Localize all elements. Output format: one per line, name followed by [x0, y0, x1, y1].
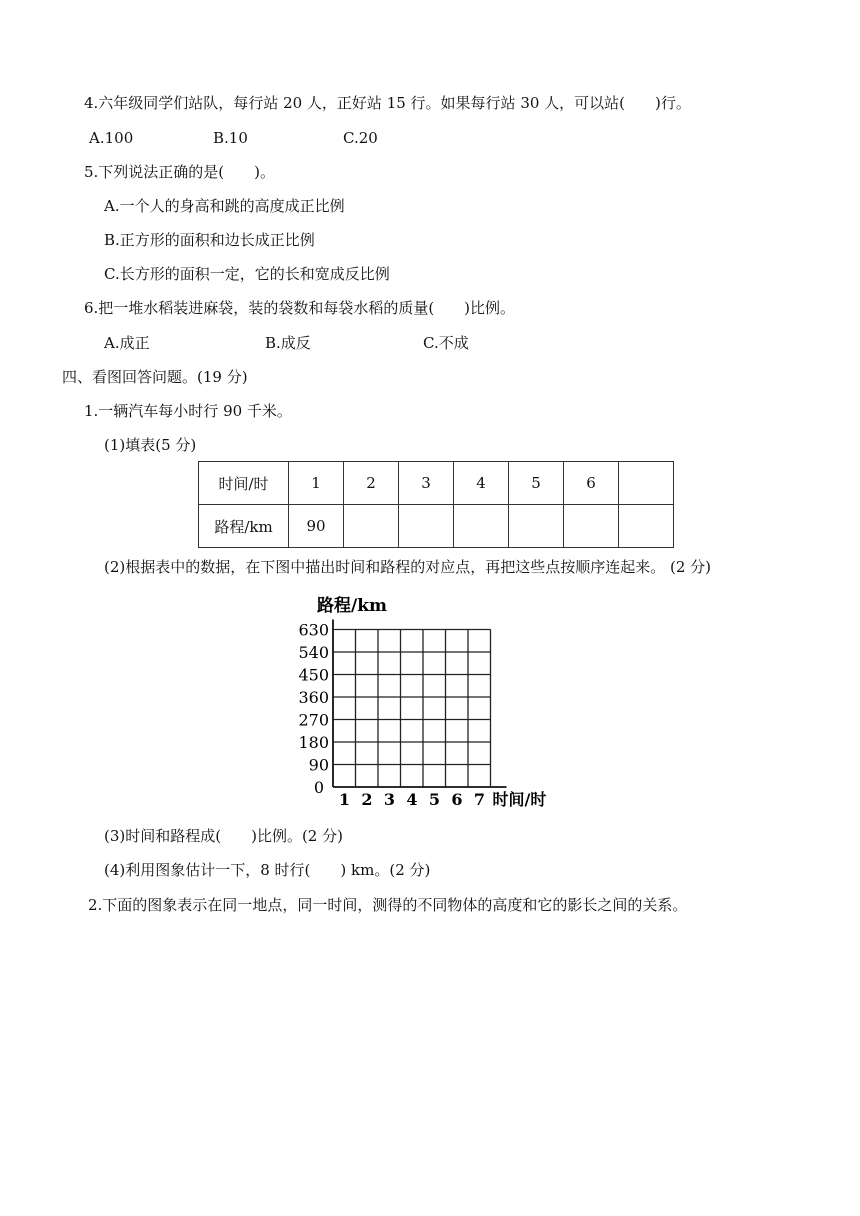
table-row-distance — [199, 505, 674, 548]
table-cell-time-2: 2 — [344, 462, 399, 505]
y-tick-labels — [298, 621, 329, 775]
table-cell-time-3: 3 — [399, 462, 454, 505]
table-cell-distance-6 — [564, 505, 619, 548]
x-tick-label: 1 — [338, 790, 351, 809]
y-tick-label: 630 — [298, 620, 329, 640]
table-row-time — [199, 462, 674, 505]
x-axis-label: 时间/时 — [492, 790, 547, 809]
table-cell-time-5: 5 — [509, 462, 564, 505]
distance-time-grid — [290, 595, 580, 815]
y-axis-label: 路程/km — [317, 596, 387, 616]
chart-grid — [333, 630, 491, 788]
y-tick-label: 270 — [298, 710, 329, 730]
x-tick-label: 6 — [451, 790, 463, 809]
q4-option-a: A.100 — [89, 129, 134, 147]
y-tick-label: 360 — [298, 688, 329, 707]
x-tick-label: 2 — [361, 790, 373, 809]
problem1-sub4: (4)利用图象估计一下，8 时行( ) km。(2 分) — [104, 861, 431, 879]
q4-option-b: B.10 — [213, 129, 248, 147]
y-tick-label: 540 — [298, 643, 329, 662]
table-header-time: 时间/时 — [199, 462, 289, 505]
table-cell-distance-5 — [509, 505, 564, 548]
table-cell-time-6: 6 — [564, 462, 619, 505]
problem1-stem: 1.一辆汽车每小时行 90 千米。 — [84, 402, 292, 420]
chart-axes — [333, 620, 507, 788]
time-distance-table — [198, 461, 674, 548]
x-tick-labels — [339, 790, 485, 809]
q5-stem: 5.下列说法正确的是( )。 — [84, 163, 276, 181]
table-cell-distance-4 — [454, 505, 509, 548]
x-tick-label: 5 — [428, 790, 441, 809]
section-heading: 四、看图回答问题。(19 分) — [62, 368, 248, 386]
x-tick-label: 3 — [383, 790, 396, 809]
q5-option-c: C.长方形的面积一定，它的长和宽成反比例 — [104, 265, 390, 283]
table-cell-time-7 — [619, 462, 674, 505]
table-cell-distance-7 — [619, 505, 674, 548]
q5-option-b: B.正方形的面积和边长成正比例 — [104, 231, 315, 249]
table-cell-time-1: 1 — [289, 462, 344, 505]
table-cell-distance-2 — [344, 505, 399, 548]
x-tick-label: 4 — [406, 790, 418, 809]
problem1-sub1: (1)填表(5 分) — [104, 436, 197, 454]
q4-option-c: C.20 — [343, 129, 378, 147]
q6-option-a: A.成正 — [104, 334, 150, 352]
q6-option-c: C.不成 — [423, 334, 469, 352]
table-cell-distance-3 — [399, 505, 454, 548]
table-cell-time-4: 4 — [454, 462, 509, 505]
q6-stem: 6.把一堆水稻装进麻袋，装的袋数和每袋水稻的质量( )比例。 — [84, 299, 516, 317]
y-tick-label: 90 — [308, 755, 329, 775]
q5-option-a: A.一个人的身高和跳的高度成正比例 — [104, 197, 345, 215]
table-header-distance: 路程/km — [199, 505, 289, 548]
problem1-sub3: (3)时间和路程成( )比例。(2 分) — [104, 827, 343, 845]
q4-stem: 4.六年级同学们站队，每行站 20 人，正好站 15 行。如果每行站 30 人，可以站( )行。 — [84, 94, 691, 112]
table-cell-distance-1: 90 — [289, 505, 344, 548]
origin-label: 0 — [313, 778, 325, 797]
y-tick-label: 450 — [298, 665, 329, 685]
y-tick-label: 180 — [298, 733, 329, 752]
x-tick-label: 7 — [473, 790, 486, 809]
q6-option-b: B.成反 — [265, 334, 311, 352]
problem2-stem: 2.下面的图象表示在同一地点，同一时间，测得的不同物体的高度和它的影长之间的关系。 — [88, 896, 688, 914]
problem1-sub2: (2)根据表中的数据，在下图中描出时间和路程的对应点，再把这些点按顺序连起来。 (2 分) — [104, 558, 712, 576]
